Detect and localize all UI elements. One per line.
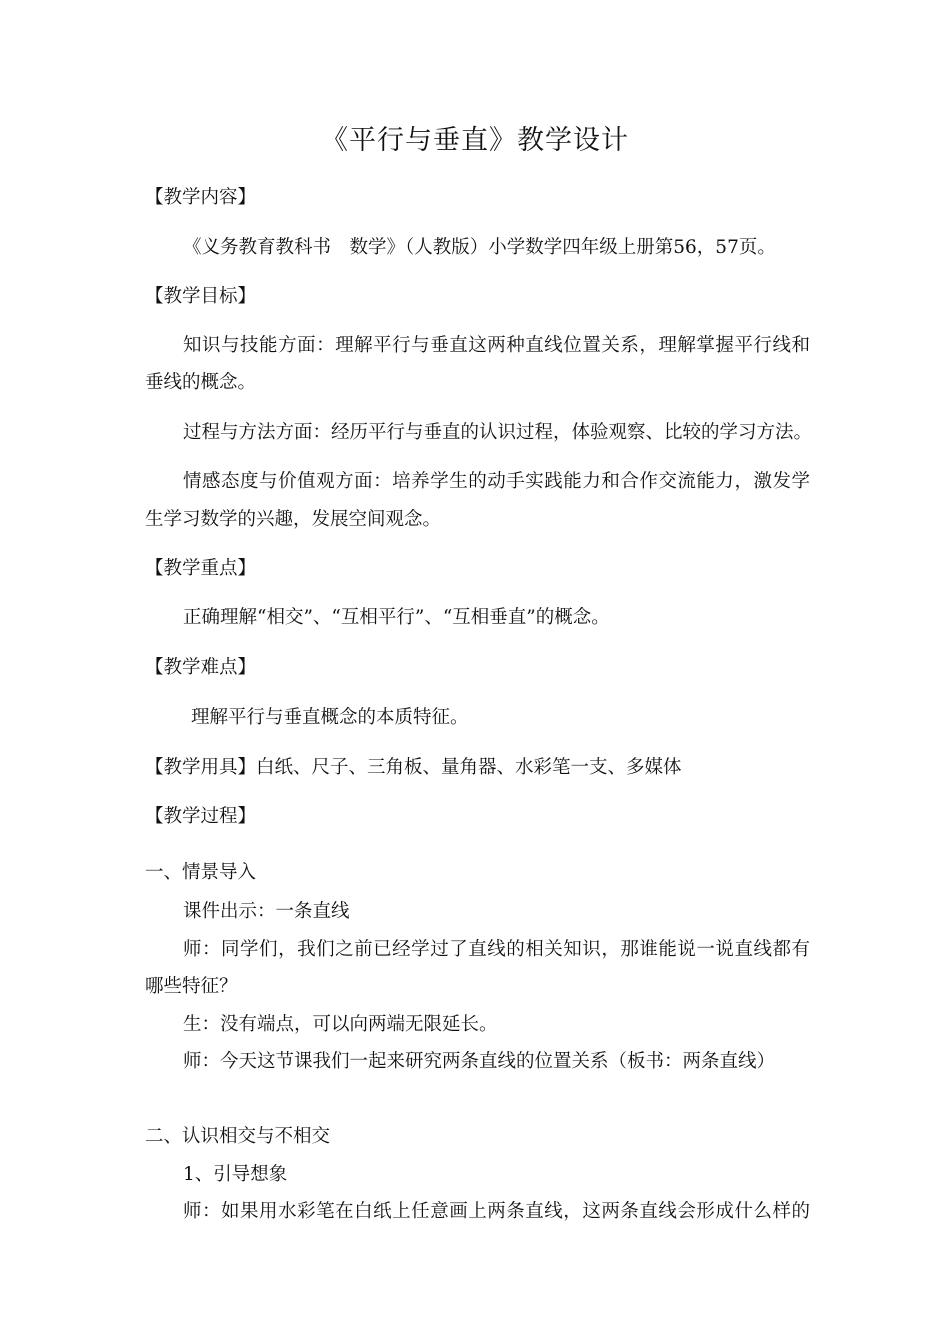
- part1-line5: 师：今天这节课我们一起来研究两条直线的位置关系（板书：两条直线）: [183, 1051, 776, 1072]
- part1-heading: 一、情景导入: [145, 862, 257, 883]
- key-point-text: 正确理解“相交”、“互相平行”、“互相垂直”的概念。: [183, 607, 610, 628]
- part2-line1: 1、引导想象: [183, 1164, 288, 1185]
- goal-knowledge-line1: 知识与技能方面：理解平行与垂直这两种直线位置关系，理解掌握平行线和: [183, 335, 810, 356]
- teaching-tools: 【教学用具】白纸、尺子、三角板、量角器、水彩笔一支、多媒体: [145, 757, 682, 778]
- part1-line1: 课件出示：一条直线: [183, 901, 350, 922]
- goal-process: 过程与方法方面：经历平行与垂直的认识过程，体验观察、比较的学习方法。: [183, 422, 813, 443]
- goal-emotion-line2: 生学习数学的兴趣，发展空间观念。: [145, 509, 442, 530]
- part2-heading: 二、认识相交与不相交: [145, 1126, 331, 1147]
- part1-line4: 生：没有端点，可以向两端无限延长。: [183, 1014, 498, 1035]
- teaching-goals-heading: 【教学目标】: [145, 286, 257, 307]
- part2-line2: 师：如果用水彩笔在白纸上任意画上两条直线，这两条直线会形成什么样的: [183, 1201, 810, 1222]
- difficulty-text: 理解平行与垂直概念的本质特征。: [191, 707, 469, 728]
- part1-line3: 哪些特征？: [145, 976, 238, 997]
- difficulty-heading: 【教学难点】: [145, 657, 257, 678]
- goal-emotion-line1: 情感态度与价值观方面：培养学生的动手实践能力和合作交流能力，激发学: [183, 471, 810, 492]
- teaching-content-text: 《义务教育教科书 数学》（人教版）小学数学四年级上册第56，57页。: [183, 237, 776, 258]
- teaching-process-heading: 【教学过程】: [145, 806, 257, 827]
- document-title: 《平行与垂直》教学设计: [321, 125, 629, 156]
- part1-line2: 师：同学们，我们之前已经学过了直线的相关知识，那谁能说一说直线都有: [183, 939, 810, 960]
- teaching-content-heading: 【教学内容】: [145, 187, 257, 208]
- key-point-heading: 【教学重点】: [145, 558, 257, 579]
- goal-knowledge-line2: 垂线的概念。: [145, 372, 257, 393]
